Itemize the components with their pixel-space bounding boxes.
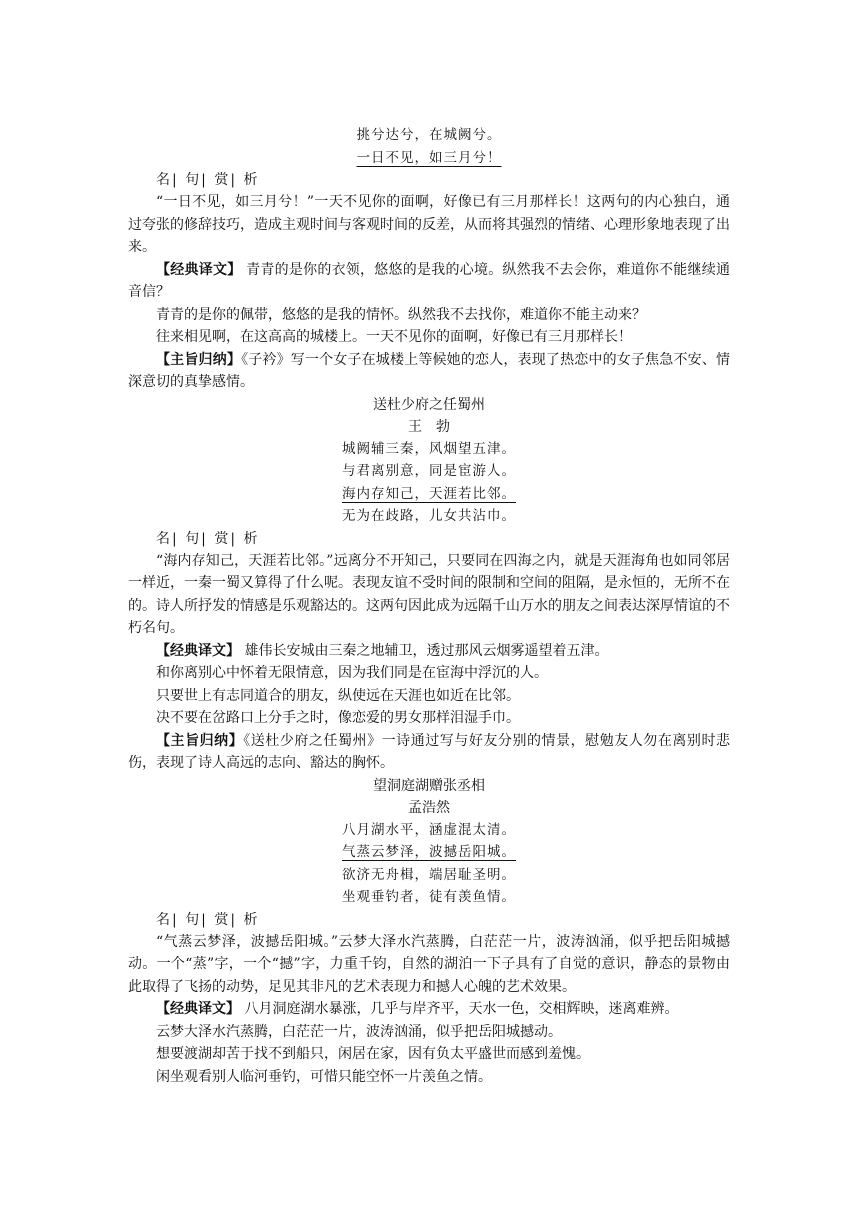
translation-label: 【经典译文】 xyxy=(156,261,242,278)
translation-label: 【经典译文】 xyxy=(156,1001,240,1017)
analysis-text: “一日不见，如三月兮！”一天不见你的面啊，好像已有三月那样长！这两句的内心独白，通过夸张的修辞技巧，造成主观时间与客观时间的反差，从而将其强烈的情绪、心理形象地表现了出来。 xyxy=(128,194,730,255)
poem-line: 坐观垂钓者，徒有羡鱼情。 xyxy=(342,889,516,905)
translation-para xyxy=(128,259,730,304)
poem-3-section xyxy=(128,775,730,1089)
poem-line-famous: 气蒸云梦泽，波撼岳阳城。 xyxy=(342,844,516,860)
theme-para xyxy=(128,349,730,394)
theme-text: 《子衿》写一个女子在城楼上等候她的恋人，表现了热恋中的女子焦急不安、情深意切的真挚感情。 xyxy=(128,351,731,390)
poem-line: 无为在歧路，儿女共沾巾。 xyxy=(342,508,516,524)
analysis-text: “海内存知己，天涯若比邻。”远离分不开知己，只要同在四海之内，就是天涯海角也如同邻居一样近，一秦一蜀又算得了什么呢。表现友谊不受时间的限制和空间的阻隔，是永恒的，无所不在的。诗人所抒发的情感是乐观豁达的。这两句因此成为远隔千山万水的朋友之间表达深厚情谊的不朽名句。 xyxy=(128,552,730,636)
theme-label: 【主旨归纳】 xyxy=(156,732,244,749)
poem-line-famous: 海内存知己，天涯若比邻。 xyxy=(342,485,516,502)
translation-text: 青青的是你的衣领，悠悠的是我的心境。纵然我不去会你，难道你不能继续通音信？ xyxy=(128,261,731,300)
theme-text: 《送杜少府之任蜀州》一诗通过写与好友分别的情景，慰勉友人勿在离别时悲伤，表现了诗人高远的志向、豁达的胸怀。 xyxy=(128,732,731,771)
poem-line: 挑兮达兮，在城阙兮。 xyxy=(356,127,502,143)
translation-text: 青青的是你的佩带，悠悠的是我的情怀。纵然我不去找你，难道你不能主动来？ xyxy=(156,306,646,323)
translation-text: 和你离别心中怀着无限情意，因为我们同是在宦海中浮沉的人。 xyxy=(156,665,548,681)
analysis-heading: 名| 句| 赏| 析 xyxy=(156,172,260,188)
translation-text: 想要渡湖却苦于找不到船只，闲居在家，因有负太平盛世而感到羞愧。 xyxy=(156,1046,590,1062)
poem-1-section xyxy=(128,124,730,394)
translation-text: 只要世上有志同道合的朋友，纵使远在天涯也如近在比邻。 xyxy=(156,687,520,704)
translation-label: 【经典译文】 xyxy=(156,642,240,659)
analysis-heading: 名| 句| 赏| 析 xyxy=(156,530,260,547)
poem-title: 送杜少府之任蜀州 xyxy=(373,396,485,413)
theme-label: 【主旨归纳】 xyxy=(156,351,242,368)
translation-text: 雄伟长安城由三秦之地辅卫，透过那风云烟雾遥望着五津。 xyxy=(244,642,609,659)
poem-line: 八月湖水平，涵虚混太清。 xyxy=(342,821,516,838)
translation-text: 决不要在岔路口上分手之时，像恋爱的男女那样泪湿手巾。 xyxy=(156,710,520,726)
analysis-text: “气蒸云梦泽，波撼岳阳城。”云梦大泽水汽蒸腾，白茫茫一片，波涛汹涌，似乎把岳阳城撼动。一个“蒸”字，一个“撼”字，力重千钧，自然的湖泊一下子具有了自觉的意识，静态的景物由此取得了飞扬的动势，足见其非凡的艺术表现力和撼人心魄的艺术效果。 xyxy=(128,933,730,995)
poem-title: 望洞庭湖赠张丞相 xyxy=(373,777,485,794)
translation-text: 云梦大泽水汽蒸腾，白茫茫一片，波涛汹涌，似乎把岳阳城撼动。 xyxy=(156,1023,562,1040)
translation-para xyxy=(128,640,730,663)
translation-text: 往来相见啊，在这高高的城楼上。一天不见你的面啊，好像已有三月那样长！ xyxy=(156,329,632,345)
poem-line: 欲济无舟楫，端居耻圣明。 xyxy=(342,866,516,883)
poem-line: 与君离别意，同是宦游人。 xyxy=(342,463,516,479)
analysis-heading: 名| 句| 赏| 析 xyxy=(156,911,260,928)
translation-text: 八月洞庭湖水暴涨，几乎与岸齐平，天水一色，交相辉映，迷离难辨。 xyxy=(244,1001,679,1017)
translation-text: 闲坐观看别人临河垂钓，可惜只能空怀一片羡鱼之情。 xyxy=(156,1068,492,1085)
poem-line: 城阙辅三秦，风烟望五津。 xyxy=(342,440,516,457)
theme-para xyxy=(128,730,730,775)
poem-author: 孟浩然 xyxy=(408,799,450,816)
poem-author: 王 勃 xyxy=(408,418,450,435)
poem-2-section xyxy=(128,394,730,775)
poem-line-famous: 一日不见，如三月兮！ xyxy=(356,149,502,166)
translation-para xyxy=(128,998,730,1021)
